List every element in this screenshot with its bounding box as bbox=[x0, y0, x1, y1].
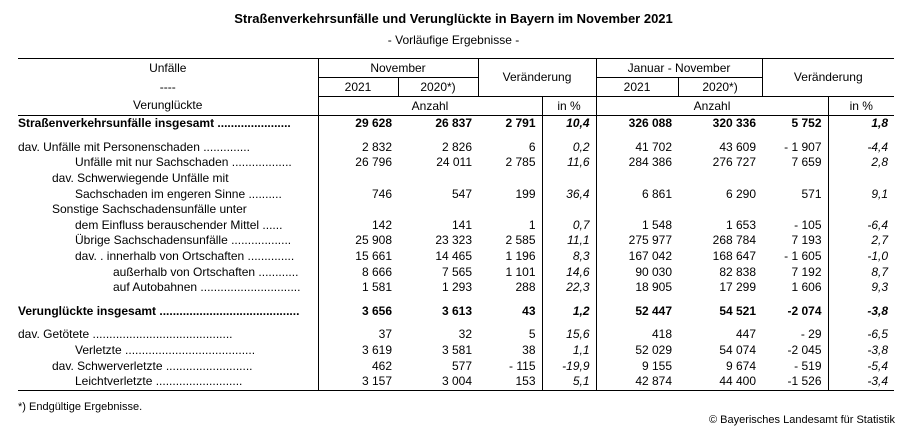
value-cell: 0,2 bbox=[542, 140, 596, 156]
value-cell: 9 155 bbox=[596, 358, 678, 374]
value-cell: 9,3 bbox=[828, 280, 894, 296]
row-label bbox=[18, 171, 318, 187]
value-cell: 1 606 bbox=[791, 280, 822, 295]
value-cell: 3 656 bbox=[318, 304, 398, 320]
value-cell: 10,4 bbox=[542, 116, 596, 132]
copyright: © Bayerisches Landesamt für Statistik bbox=[708, 414, 895, 426]
value-cell: 571 bbox=[801, 186, 822, 201]
value-cell: -19,9 bbox=[542, 358, 596, 374]
value-cell: 3 581 bbox=[441, 343, 473, 358]
header-label-verunglueckte: Verunglückte bbox=[18, 97, 318, 116]
value-cell: -6,5 bbox=[828, 327, 894, 343]
row-label-text: Straßenverkehrsunfälle insgesamt bbox=[18, 116, 215, 131]
header-label-separator: ---- bbox=[159, 79, 176, 94]
row-label-dots: ....................................... bbox=[121, 343, 256, 358]
value-cell: 2 791 bbox=[505, 116, 536, 131]
value-cell bbox=[318, 171, 398, 187]
value-cell: - 29 bbox=[800, 327, 822, 342]
row-label bbox=[18, 155, 318, 171]
value-cell: 90 030 bbox=[596, 264, 678, 280]
header-group-november: November bbox=[318, 59, 478, 78]
row-label-dots: .............. bbox=[244, 249, 295, 264]
value-cell: 15,6 bbox=[542, 327, 596, 343]
value-cell: 2 585 bbox=[505, 233, 536, 248]
value-cell: 22,3 bbox=[542, 280, 596, 296]
value-cell: 8,3 bbox=[542, 249, 596, 265]
value-cell: 547 bbox=[451, 186, 473, 201]
table-header bbox=[18, 59, 894, 116]
value-cell bbox=[678, 202, 762, 218]
value-cell: 54 521 bbox=[719, 303, 757, 318]
row-label-dots: ............ bbox=[255, 264, 299, 279]
table-row bbox=[18, 233, 894, 249]
row-label bbox=[18, 186, 318, 202]
value-cell: 1 101 bbox=[505, 264, 536, 279]
value-cell: 2 826 bbox=[441, 139, 473, 154]
value-cell: 167 042 bbox=[596, 249, 678, 265]
value-cell: 41 702 bbox=[596, 140, 678, 156]
value-cell: 23 323 bbox=[435, 233, 473, 248]
value-cell bbox=[678, 171, 762, 187]
value-cell: 52 029 bbox=[596, 343, 678, 359]
row-label-text: dav. . innerhalb von Ortschaften bbox=[75, 249, 245, 264]
value-cell: 1 548 bbox=[596, 218, 678, 234]
value-cell: 284 386 bbox=[596, 155, 678, 171]
table-row bbox=[18, 249, 894, 265]
value-cell: 268 784 bbox=[712, 233, 757, 248]
row-label-text: Verletzte bbox=[75, 343, 122, 358]
value-cell: - 105 bbox=[794, 217, 822, 232]
value-cell: 153 bbox=[478, 374, 542, 390]
value-cell: 2,8 bbox=[828, 155, 894, 171]
row-label-dots: .............. bbox=[199, 139, 250, 154]
value-cell: -5,4 bbox=[828, 358, 894, 374]
table-row bbox=[18, 186, 894, 202]
value-cell: 320 336 bbox=[712, 116, 757, 131]
value-cell: 1 bbox=[528, 217, 536, 232]
value-cell: - 1 907 bbox=[784, 139, 822, 154]
value-cell: 14,6 bbox=[542, 264, 596, 280]
value-cell: 275 977 bbox=[596, 233, 678, 249]
value-cell: 54 074 bbox=[719, 343, 757, 358]
value-cell: 11,6 bbox=[542, 155, 596, 171]
spacer-row bbox=[18, 296, 894, 304]
value-cell: 577 bbox=[451, 358, 473, 373]
row-label-dots: .......................................... bbox=[89, 327, 233, 342]
value-cell bbox=[478, 202, 542, 218]
header-pct-november: in % bbox=[542, 97, 596, 116]
value-cell: 5 bbox=[528, 327, 536, 342]
spacer-row bbox=[18, 319, 894, 327]
row-label bbox=[18, 116, 318, 132]
row-label bbox=[18, 327, 318, 343]
row-label bbox=[18, 304, 318, 320]
row-label bbox=[18, 280, 318, 296]
value-cell: - 115 bbox=[509, 358, 536, 373]
value-cell: 14 465 bbox=[435, 249, 473, 264]
value-cell bbox=[828, 202, 894, 218]
value-cell: 24 011 bbox=[436, 155, 473, 170]
value-cell bbox=[398, 202, 478, 218]
statistics-table bbox=[18, 58, 894, 391]
row-label-text: außerhalb von Ortschaften bbox=[113, 264, 256, 279]
value-cell bbox=[318, 202, 398, 218]
value-cell: 7 193 bbox=[791, 233, 822, 248]
row-label-text: dav. Unfälle mit Personenschaden bbox=[18, 139, 200, 154]
value-cell: 276 727 bbox=[712, 155, 757, 170]
row-label-dots: ...... bbox=[259, 217, 283, 232]
value-cell: 1,2 bbox=[542, 304, 596, 320]
row-label-dots: .................. bbox=[228, 155, 292, 170]
row-label bbox=[18, 140, 318, 156]
value-cell: 42 874 bbox=[596, 374, 678, 390]
value-cell bbox=[828, 171, 894, 187]
table-row bbox=[18, 116, 894, 132]
row-label bbox=[18, 264, 318, 280]
value-cell: - 1 605 bbox=[784, 249, 822, 264]
row-label bbox=[18, 233, 318, 249]
value-cell bbox=[542, 171, 596, 187]
table-subtitle: - Vorläufige Ergebnisse - bbox=[387, 33, 520, 47]
value-cell: 11,1 bbox=[542, 233, 596, 249]
value-cell: 168 647 bbox=[712, 249, 757, 264]
value-cell: 1 581 bbox=[318, 280, 398, 296]
value-cell bbox=[542, 202, 596, 218]
table-row bbox=[18, 343, 894, 359]
value-cell: 6 bbox=[528, 139, 536, 154]
value-cell: 18 905 bbox=[596, 280, 678, 296]
table-row bbox=[18, 374, 894, 390]
statistics-table-container bbox=[18, 58, 894, 391]
value-cell: 2,7 bbox=[828, 233, 894, 249]
row-label-dots: .......................... bbox=[162, 358, 253, 373]
value-cell bbox=[762, 202, 828, 218]
header-jan-nov-2020: 2020*) bbox=[678, 78, 762, 97]
value-cell: 29 628 bbox=[318, 116, 398, 132]
value-cell bbox=[596, 171, 678, 187]
value-cell: 38 bbox=[522, 343, 536, 358]
table-row bbox=[18, 264, 894, 280]
value-cell bbox=[762, 171, 828, 187]
spacer-row bbox=[18, 132, 894, 140]
value-cell: -4,4 bbox=[828, 140, 894, 156]
value-cell: 6 290 bbox=[726, 186, 757, 201]
row-label-text: Sachschaden im engeren Sinne bbox=[75, 186, 246, 201]
value-cell: 15 661 bbox=[318, 249, 398, 265]
header-nov-2021: 2021 bbox=[318, 78, 398, 97]
row-label bbox=[18, 218, 318, 234]
row-label-dots: .......................................... bbox=[156, 303, 300, 318]
value-cell: 8,7 bbox=[828, 264, 894, 280]
table-row bbox=[18, 218, 894, 234]
row-label-text: dav. Schwerwiegende Unfälle mit bbox=[52, 171, 229, 186]
value-cell: 141 bbox=[451, 217, 473, 232]
row-label-text: auf Autobahnen bbox=[113, 280, 198, 295]
row-label-text: Leichtverletzte bbox=[75, 374, 153, 389]
value-cell: 82 838 bbox=[719, 264, 757, 279]
value-cell: -3,8 bbox=[828, 304, 894, 320]
row-label-text: Unfälle mit nur Sachschaden bbox=[75, 155, 229, 170]
value-cell: 44 400 bbox=[678, 374, 762, 390]
value-cell: 5 752 bbox=[791, 116, 822, 131]
header-label-unfaelle: Unfälle bbox=[18, 59, 318, 78]
table-row bbox=[18, 280, 894, 296]
row-label bbox=[18, 249, 318, 265]
value-cell: 1 653 bbox=[726, 217, 757, 232]
header-change-jan-nov: Veränderung bbox=[762, 59, 894, 97]
value-cell: -2 074 bbox=[787, 303, 822, 318]
value-cell: 17 299 bbox=[719, 280, 757, 295]
value-cell: 52 447 bbox=[596, 304, 678, 320]
header-group-jan-nov: Januar - November bbox=[596, 59, 762, 78]
row-label bbox=[18, 343, 318, 359]
row-label-dots: ...................... bbox=[214, 116, 291, 131]
value-cell: 32 bbox=[458, 327, 473, 342]
header-anzahl-november: Anzahl bbox=[318, 97, 542, 116]
table-row bbox=[18, 327, 894, 343]
value-cell: 3 157 bbox=[318, 374, 398, 390]
value-cell: 9 674 bbox=[726, 358, 757, 373]
value-cell: -6,4 bbox=[828, 218, 894, 234]
value-cell: 9,1 bbox=[828, 186, 894, 202]
value-cell: 0,7 bbox=[542, 218, 596, 234]
footnote: *) Endgültige Ergebnisse. bbox=[18, 401, 143, 413]
table-row bbox=[18, 140, 894, 156]
value-cell: 6 861 bbox=[596, 186, 678, 202]
table-row bbox=[18, 202, 894, 218]
row-label bbox=[18, 202, 318, 218]
table-row bbox=[18, 171, 894, 187]
value-cell: 3 613 bbox=[441, 303, 473, 318]
row-label-text: Sonstige Sachschadensunfälle unter bbox=[52, 202, 247, 217]
row-label-dots: .............................. bbox=[197, 280, 301, 295]
value-cell: 288 bbox=[515, 280, 536, 295]
value-cell: 199 bbox=[515, 186, 536, 201]
row-label-text: Verunglückte insgesamt bbox=[18, 303, 157, 318]
value-cell: 26 837 bbox=[435, 116, 473, 131]
header-jan-nov-2021: 2021 bbox=[596, 78, 678, 97]
header-anzahl-jan-nov: Anzahl bbox=[596, 97, 828, 116]
value-cell: 43 609 bbox=[719, 139, 757, 154]
value-cell: 25 908 bbox=[318, 233, 398, 249]
value-cell: 142 bbox=[318, 218, 398, 234]
row-label-text: Übrige Sachschadensunfälle bbox=[75, 233, 228, 248]
row-label bbox=[18, 358, 318, 374]
value-cell: 2 832 bbox=[318, 140, 398, 156]
value-cell: 462 bbox=[318, 358, 398, 374]
value-cell: 1 293 bbox=[441, 280, 473, 295]
row-label-text: dav. Schwerverletzte bbox=[52, 358, 163, 373]
value-cell: 7 192 bbox=[791, 264, 822, 279]
value-cell: 26 796 bbox=[318, 155, 398, 171]
value-cell: 418 bbox=[596, 327, 678, 343]
value-cell: 2 785 bbox=[505, 155, 536, 170]
row-label-dots: .................. bbox=[227, 233, 292, 248]
value-cell: 1,1 bbox=[542, 343, 596, 359]
value-cell: -3,4 bbox=[828, 374, 894, 390]
value-cell: 5,1 bbox=[542, 374, 596, 390]
table-body bbox=[18, 116, 894, 391]
value-cell: -2 045 bbox=[787, 343, 822, 358]
row-label-dots: .......................... bbox=[152, 374, 243, 389]
table-row bbox=[18, 304, 894, 320]
header-change-november: Veränderung bbox=[478, 59, 596, 97]
value-cell: 1,8 bbox=[828, 116, 894, 132]
value-cell: 7 565 bbox=[441, 264, 473, 279]
value-cell: 3 619 bbox=[318, 343, 398, 359]
value-cell: -1 526 bbox=[762, 374, 828, 390]
value-cell: -1,0 bbox=[828, 249, 894, 265]
value-cell: - 519 bbox=[794, 358, 822, 373]
value-cell: 746 bbox=[318, 186, 398, 202]
value-cell: 447 bbox=[736, 327, 757, 342]
value-cell: 36,4 bbox=[542, 186, 596, 202]
header-nov-2020: 2020*) bbox=[398, 78, 478, 97]
value-cell bbox=[398, 171, 478, 187]
row-label bbox=[18, 374, 318, 390]
row-label-dots: .......... bbox=[245, 186, 282, 201]
value-cell: 326 088 bbox=[596, 116, 678, 132]
header-pct-jan-nov: in % bbox=[828, 97, 894, 116]
row-label-text: dav. Getötete bbox=[18, 327, 90, 342]
value-cell: 3 004 bbox=[398, 374, 478, 390]
value-cell: 43 bbox=[522, 303, 536, 318]
value-cell: -3,8 bbox=[828, 343, 894, 359]
value-cell bbox=[596, 202, 678, 218]
value-cell: 37 bbox=[318, 327, 398, 343]
value-cell: 1 196 bbox=[505, 249, 536, 264]
table-row bbox=[18, 155, 894, 171]
value-cell: 7 659 bbox=[791, 155, 822, 170]
row-label-text: dem Einfluss berauschender Mittel bbox=[75, 217, 260, 232]
table-title: Straßenverkehrsunfälle und Verunglückte in Bayern im November 2021 bbox=[234, 11, 673, 26]
value-cell: 8 666 bbox=[318, 264, 398, 280]
value-cell bbox=[478, 171, 542, 187]
table-row bbox=[18, 358, 894, 374]
